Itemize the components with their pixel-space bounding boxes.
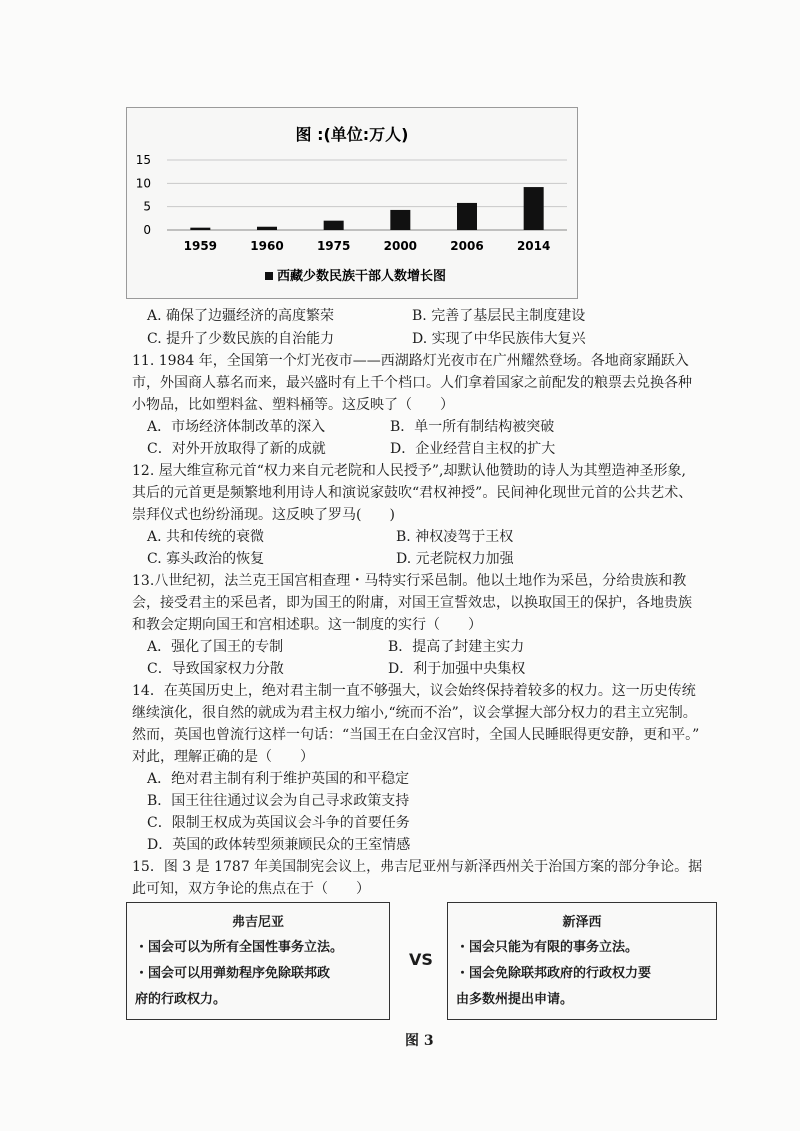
bar-chart-frame: [126, 107, 578, 299]
bar-2000: [390, 210, 410, 230]
q12-stem-line-1: 12. 屋大维宣称元首“权力来自元老院和人民授予”,却默认他赞助的诗人为其塑造神圣形象,: [132, 463, 686, 479]
q10-options-row-2: [0, 328, 800, 350]
q12-options-row-2: [0, 548, 800, 570]
new-jersey-plan-line-3: 由多数州提出申请。: [456, 992, 574, 1007]
new-jersey-plan-line-2: ・国会免除联邦政府的行政权力要: [456, 966, 652, 981]
q12-option-b[interactable]: B. 神权凌驾于王权: [396, 529, 514, 545]
q14-option-b[interactable]: B．国王往往通过议会为自己寻求政策支持: [147, 793, 410, 809]
q13-option-d[interactable]: D．利于加强中央集权: [388, 661, 526, 677]
chart-title: 图 :(单位:万人): [295, 125, 409, 144]
new-jersey-plan-title: 新泽西: [562, 915, 602, 930]
q11-option-b[interactable]: B．单一所有制结构被突破: [390, 419, 555, 435]
x-tick-label: 2000: [383, 239, 418, 253]
virginia-plan-line-2: ・国会可以用弹劾程序免除联邦政: [135, 966, 331, 981]
bar-1960: [257, 227, 277, 230]
q13-stem-line-2: 会，接受君主的采邑者，即为国王的附庸，对国王宣誓效忠，以换取国王的保护，各地贵族: [132, 595, 692, 611]
y-tick-label: 0: [143, 223, 151, 237]
q13-stem-line-1: 13.八世纪初，法兰克王国宫相查理・马特实行采邑制。他以土地作为采邑，分给贵族和教: [132, 573, 687, 589]
x-tick-label: 2006: [450, 239, 484, 253]
q11-stem-line-3: 小物品，比如塑料盆、塑料桶等。这反映了（ ）: [132, 397, 454, 413]
bar-1959: [190, 228, 210, 230]
versus-label: VS: [409, 950, 433, 969]
q13-stem-line-3: 和教会定期向国王和宫相述职。这一制度的实行（ ）: [132, 617, 482, 633]
q12-stem-line-2: 其后的元首更是频繁地利用诗人和演说家鼓吹“君权神授”。民间神化现世元首的公共艺术、: [132, 485, 693, 501]
virginia-plan-title: 弗吉尼亚: [231, 915, 284, 930]
q12-option-c[interactable]: C. 寡头政治的恢复: [147, 551, 265, 567]
q13-option-c[interactable]: C．导致国家权力分散: [147, 661, 284, 677]
q13-option-b[interactable]: B．提高了封建主实力: [388, 639, 525, 655]
q11-option-a[interactable]: A．市场经济体制改革的深入: [147, 419, 326, 435]
bar-2006: [457, 203, 477, 230]
q12-option-d[interactable]: D. 元老院权力加强: [396, 551, 514, 567]
virginia-plan-box: [126, 902, 390, 1020]
bar-1975: [324, 221, 344, 230]
q11-options-row-1: [0, 416, 800, 438]
x-tick-label: 1959: [183, 239, 218, 253]
q15-stem-line-2: 此可知，双方争论的焦点在于（ ）: [132, 881, 370, 897]
y-tick-label: 15: [135, 153, 151, 167]
legend-swatch: [265, 272, 273, 280]
q15-stem-line-1: 15．图 3 是 1787 年美国制宪会议上，弗吉尼亚州与新泽西州关于治国方案的部分争论。据: [132, 859, 703, 875]
q12-option-a[interactable]: A. 共和传统的衰微: [147, 529, 265, 545]
y-tick-label: 10: [135, 176, 151, 191]
q11-option-c[interactable]: C．对外开放取得了新的成就: [147, 441, 326, 457]
bar-chart: [127, 108, 577, 298]
new-jersey-plan-line-1: ・国会只能为有限的事务立法。: [456, 940, 639, 955]
new-jersey-plan-box: [447, 902, 717, 1020]
y-tick-label: 5: [143, 199, 151, 214]
q10-option-c[interactable]: C. 提升了少数民族的自治能力: [147, 331, 335, 347]
q14-stem-line-1: 14．在英国历史上，绝对君主制一直不够强大，议会始终保持着较多的权力。这一历史传统: [132, 683, 696, 699]
q10-option-d[interactable]: D. 实现了中华民族伟大复兴: [412, 331, 586, 347]
q14-option-c[interactable]: C．限制王权成为英国议会斗争的首要任务: [147, 815, 410, 831]
q13-options-row-2: [0, 658, 800, 680]
x-tick-label: 1975: [316, 239, 351, 253]
q13-options-row-1: [0, 636, 800, 658]
q13-option-a[interactable]: A．强化了国王的专制: [147, 639, 284, 655]
q11-options-row-2: [0, 438, 800, 460]
virginia-plan-line-3: 府的行政权力。: [135, 992, 227, 1007]
q11-option-d[interactable]: D．企业经营自主权的扩大: [390, 441, 556, 457]
q10-option-b[interactable]: B. 完善了基层民主制度建设: [412, 308, 586, 324]
q11-stem-line-2: 市，外国商人慕名而来，最兴盛时有上千个档口。人们拿着国家之前配发的粮票去兑换各种: [132, 375, 692, 391]
x-tick-label: 1960: [250, 239, 284, 253]
figure-3-label: 图 3: [405, 1033, 434, 1049]
q14-option-a[interactable]: A．绝对君主制有利于维护英国的和平稳定: [147, 771, 410, 787]
q14-stem-line-3: 然而，英国也曾流行这样一句话：“当国王在白金汉宫时，全国人民睡眠得更安静，更和平。”: [132, 727, 700, 743]
q12-stem-line-3: 崇拜仪式也纷纷涌现。这反映了罗马( ): [132, 507, 395, 523]
virginia-plan-line-1: ・国会可以为所有全国性事务立法。: [135, 940, 344, 955]
q14-option-d[interactable]: D．英国的政体转型须兼顾民众的王室情感: [147, 837, 411, 853]
q10-options-row-1: [0, 305, 800, 327]
q14-stem-line-4: 对此，理解正确的是（ ）: [132, 749, 314, 765]
x-tick-label: 2014: [516, 239, 551, 253]
bar-2014: [524, 187, 544, 230]
q11-stem-line-1: 11. 1984 年，全国第一个灯光夜市——西湖路灯光夜市在广州耀然登场。各地商家踊跃入: [132, 353, 689, 369]
q14-stem-line-2: 继续演化，很自然的就成为君主权力缩小,“统而不治”，议会掌握大部分权力的君主立宪制。: [132, 705, 697, 721]
q10-option-a[interactable]: A. 确保了边疆经济的高度繁荣: [147, 308, 335, 324]
q12-options-row-1: [0, 526, 800, 548]
chart-legend: 西藏少数民族干部人数增长图: [277, 269, 447, 284]
